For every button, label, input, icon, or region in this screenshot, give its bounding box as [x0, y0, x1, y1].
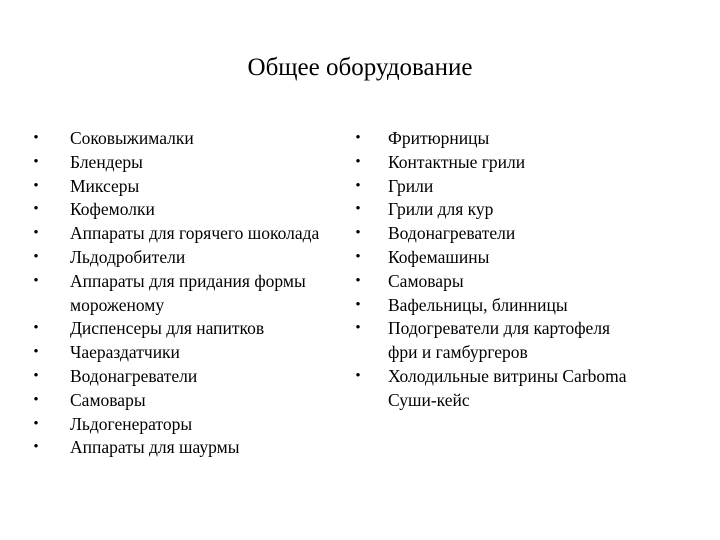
right-list-item: [352, 175, 692, 199]
left-equipment-list: [30, 127, 370, 460]
bullet-icon: •: [355, 272, 361, 289]
right-item-text: Вафельницы, блинницы: [388, 294, 568, 315]
bullet-icon: •: [33, 225, 39, 242]
right-list-item: [352, 127, 692, 151]
left-list-item: [30, 127, 370, 151]
bullet-icon: •: [355, 320, 361, 337]
right-list-item: [352, 151, 692, 175]
bullet-icon: •: [33, 201, 39, 218]
bullet-icon: •: [33, 391, 39, 408]
right-item-text: Контактные грили: [388, 151, 526, 172]
right-item-text: Фритюрницы: [388, 128, 490, 148]
left-list-item: [30, 389, 370, 413]
bullet-icon: •: [355, 153, 361, 170]
bullet-icon: •: [33, 344, 39, 361]
left-item-text: Самовары: [70, 389, 146, 410]
left-list-item: [30, 198, 370, 222]
bullet-icon: •: [355, 248, 361, 265]
bullet-icon: •: [355, 367, 361, 384]
left-item-text: Аппараты для придания формы мороженому: [70, 270, 306, 315]
left-list-item: [30, 436, 370, 460]
right-item-text: Холодильные витрины Carboma Суши-кейс: [388, 365, 627, 410]
right-list-item: [352, 365, 692, 413]
right-item-text: Водонагреватели: [388, 223, 516, 244]
left-item-text: Аппараты для горячего шоколада: [70, 223, 320, 244]
left-list-item: [30, 151, 370, 175]
left-item-text: Водонагреватели: [70, 365, 198, 386]
bullet-icon: •: [33, 415, 39, 432]
right-list-item: [352, 246, 692, 270]
left-item-text: Соковыжималки: [70, 128, 194, 148]
right-list-item: [352, 198, 692, 222]
bullet-icon: •: [33, 272, 39, 289]
bullet-icon: •: [355, 130, 361, 146]
right-list-item: [352, 222, 692, 246]
right-item-text: Кофемашины: [388, 246, 490, 267]
bullet-icon: •: [355, 225, 361, 242]
bullet-icon: •: [33, 130, 39, 146]
bullet-icon: •: [355, 177, 361, 194]
left-list-item: [30, 413, 370, 437]
left-item-text: Диспенсеры для напитков: [70, 318, 265, 339]
right-list-item: [352, 270, 692, 294]
bullet-icon: •: [33, 153, 39, 170]
right-item-text: Самовары: [388, 270, 464, 291]
left-list-item: [30, 222, 370, 246]
left-list-item: [30, 341, 370, 365]
slide-title: Общее оборудование: [247, 54, 473, 81]
bullet-icon: •: [33, 177, 39, 194]
left-item-text: Чаераздатчики: [70, 342, 180, 363]
bullet-icon: •: [33, 439, 39, 456]
right-list-item: [352, 294, 692, 318]
left-item-text: Кофемолки: [70, 199, 155, 220]
left-list-item: [30, 246, 370, 270]
left-list-item: [30, 317, 370, 341]
left-list-item: [30, 365, 370, 389]
left-list-item: [30, 175, 370, 199]
right-item-text: Подогреватели для картофеля фри и гамбургеров: [388, 318, 611, 363]
right-item-text: Грили для кур: [388, 199, 494, 220]
left-item-text: Льдогенераторы: [70, 413, 193, 434]
bullet-icon: •: [33, 367, 39, 384]
right-list-item: [352, 317, 692, 365]
bullet-icon: •: [355, 296, 361, 313]
left-list-item: [30, 270, 370, 318]
bullet-icon: •: [355, 201, 361, 218]
left-item-text: Миксеры: [70, 175, 140, 196]
right-item-text: Грили: [388, 175, 434, 196]
left-item-text: Аппараты для шаурмы: [70, 437, 240, 458]
bullet-icon: •: [33, 248, 39, 265]
left-item-text: Льдодробители: [70, 246, 186, 267]
right-equipment-list: [352, 127, 692, 413]
bullet-icon: •: [33, 320, 39, 337]
left-item-text: Блендеры: [70, 151, 143, 172]
